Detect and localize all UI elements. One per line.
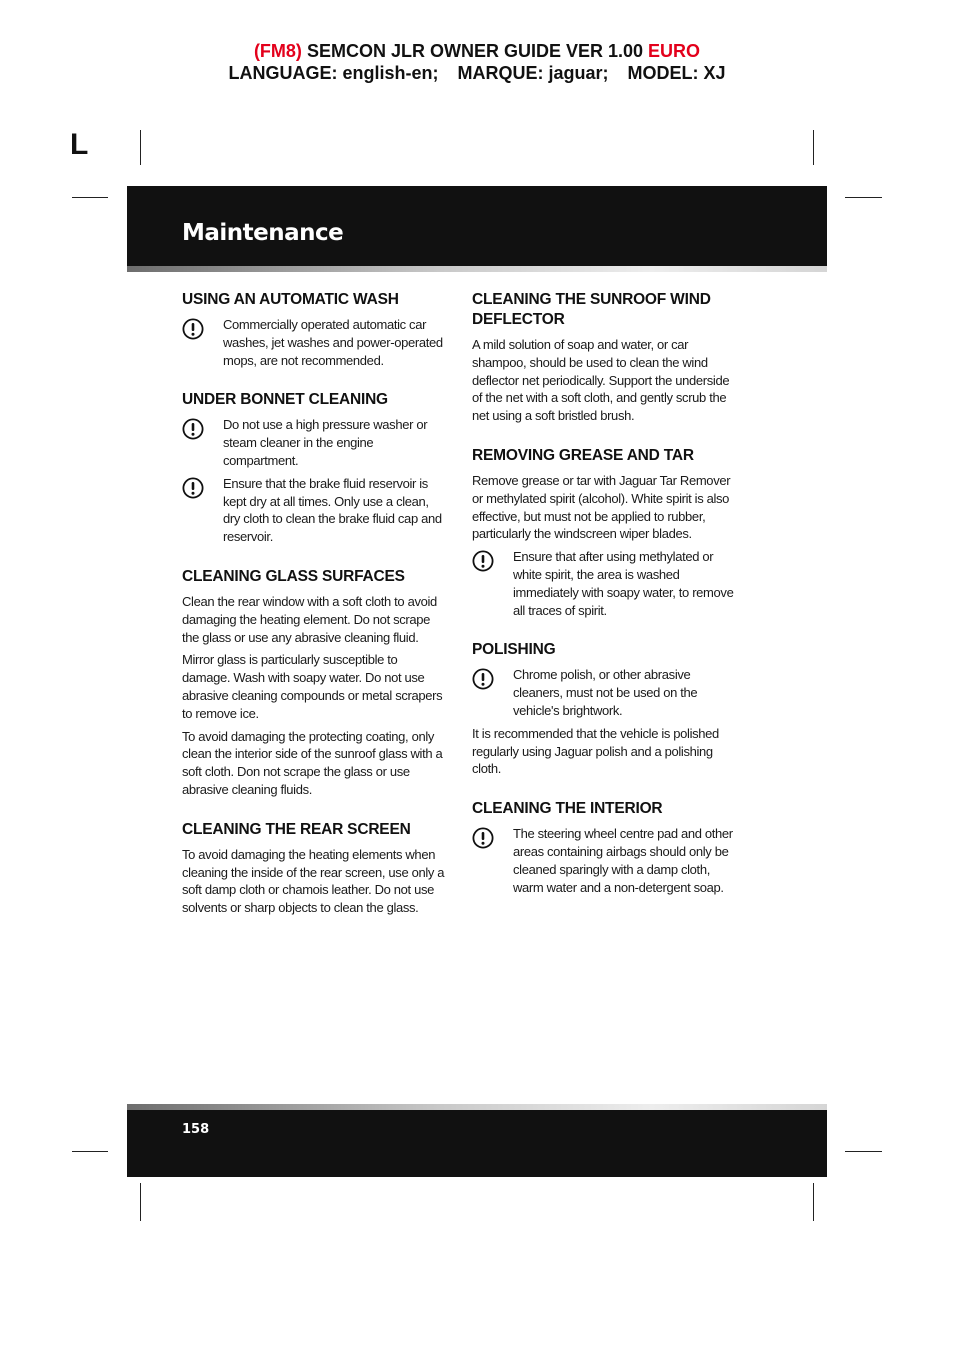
warning-note [182,416,447,469]
document-header [0,40,954,84]
header-model: MODEL: XJ [627,63,726,83]
warning-note [472,666,737,719]
body-paragraph: Clean the rear window with a soft cloth to avoid damaging the heating element. Do not scrape the glass or use any abrasive cleaning fluid. [182,593,437,645]
warning-text: Do not use a high pressure washer or steam cleaner in the engine compartment. [223,417,428,468]
body-paragraph: Mirror glass is particularly susceptible to damage. Wash with soapy water. Do not use abrasive cleaning compounds or metal scrapers to remove ice. [182,652,443,721]
left-column [182,290,447,938]
crop-mark [140,1183,141,1221]
banner-gradient-strip [127,266,827,272]
section-heading: POLISHING [472,641,556,659]
header-region: EURO [648,41,701,61]
section-polishing [472,640,737,778]
exclamation-circle-icon [182,416,223,445]
section-sunroof-deflector [472,290,737,425]
crop-mark [72,197,108,198]
header-language: LANGUAGE: english-en; [228,63,439,83]
crop-mark [140,130,141,165]
header-fm-code: (FM8) [253,41,302,61]
exclamation-circle-icon [472,548,513,577]
header-line-1 [0,40,954,62]
warning-text: Chrome polish, or other abrasive cleaners, must not be used on the vehicle's brightwork. [513,667,698,718]
body-paragraph: To avoid damaging the heating elements when cleaning the inside of the rear screen, use only a soft damp cloth or chamois leather. Do not use solvents or sharp objects to clean the glass. [182,846,445,916]
right-column [472,290,737,917]
warning-note [182,475,447,546]
body-paragraph: To avoid damaging the protecting coating, only clean the interior side of the sunroof glass with a soft cloth. Don not scrape the glass or use abrasive cleaning fluids. [182,728,443,797]
page-number: 158 [182,1122,210,1137]
section-automatic-wash [182,290,447,369]
section-heading: CLEANING THE SUNROOF WIND DEFLECTOR [472,291,711,328]
warning-text: The steering wheel centre pad and other areas containing airbags should only be cleaned sparingly with a damp cloth, warm water and a non-detergent soap. [513,826,733,895]
section-banner [127,186,827,266]
exclamation-circle-icon [472,666,513,695]
warning-text: Ensure that the brake fluid reservoir is kept dry at all times. Only use a clean, dry cloth to clean the brake fluid cap and reservoir. [223,475,442,545]
warning-note [472,825,737,896]
section-heading: USING AN AUTOMATIC WASH [182,291,399,308]
section-interior [472,799,737,896]
body-paragraph: It is recommended that the vehicle is polished regularly using Jaguar polish and a polishing cloth. [472,725,719,777]
section-heading: CLEANING GLASS SURFACES [182,567,405,585]
section-grease-tar [472,446,737,619]
section-heading: UNDER BONNET CLEANING [182,391,388,409]
crop-mark [72,1151,108,1152]
section-under-bonnet [182,390,447,546]
header-line-2 [0,62,954,84]
crop-mark [845,1151,882,1152]
section-heading: CLEANING THE INTERIOR [472,800,663,818]
warning-text: Ensure that after using methylated or white spirit, the area is washed immediately with soapy water, to remove all traces of spirit. [513,549,734,618]
crop-mark [813,1183,814,1221]
exclamation-circle-icon [182,475,223,504]
warning-note [472,548,737,619]
exclamation-circle-icon [182,316,223,345]
page-title: Maintenance [182,220,344,246]
header-guide-title: SEMCON JLR OWNER GUIDE VER 1.00 [306,41,644,61]
body-paragraph: Remove grease or tar with Jaguar Tar Remover or methylated spirit (alcohol). White spirit is also effective, but must not be applied to rubber, particularly the windscreen wiper blades. [472,472,731,542]
crop-mark [845,197,882,198]
warning-note [182,316,447,369]
corner-letter: L [70,128,89,161]
section-heading: CLEANING THE REAR SCREEN [182,820,411,838]
crop-mark [813,130,814,165]
warning-text: Commercially operated automatic car washes, jet washes and power-operated mops, are not recommended. [223,317,443,368]
section-glass-surfaces [182,567,447,799]
page-footer [127,1110,827,1177]
body-paragraph: A mild solution of soap and water, or car shampoo, should be used to clean the wind deflector net periodically. Support the underside of the net with a soft cloth, and gently scrub the net using a soft bristled brush. [472,337,730,424]
header-marque: MARQUE: jaguar; [457,63,609,83]
exclamation-circle-icon [472,825,513,854]
section-rear-screen [182,820,447,917]
section-heading: REMOVING GREASE AND TAR [472,446,694,464]
